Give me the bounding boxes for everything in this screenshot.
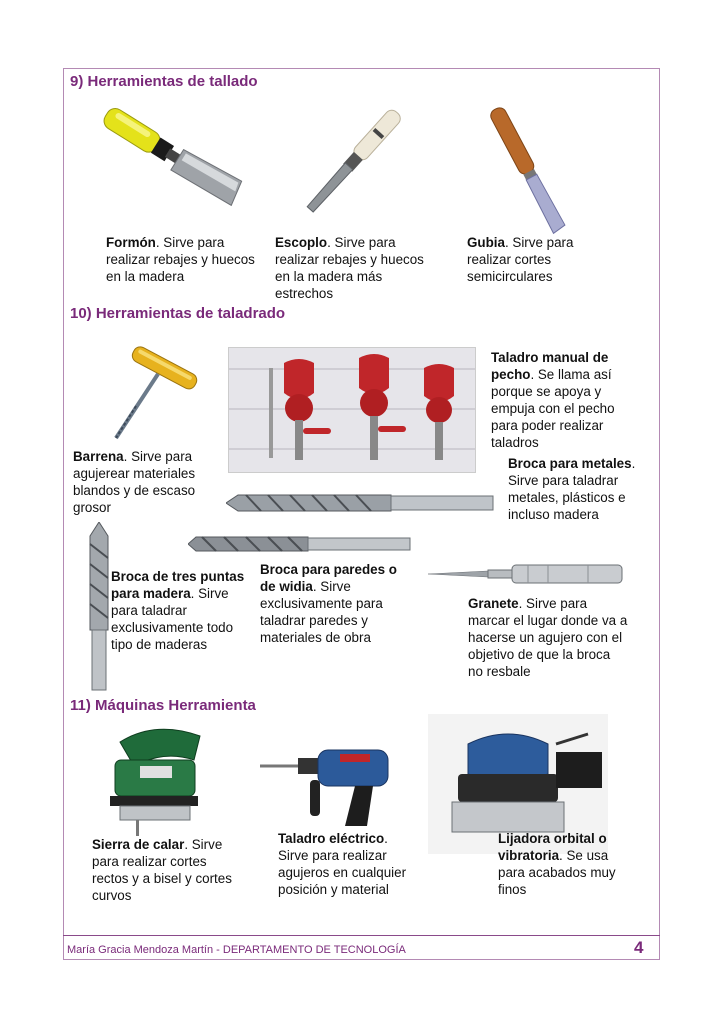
sierra-desc: . Sirve para realizar cortes rectos y a bisel y cortes curvos	[92, 837, 232, 903]
gubia-desc: . Sirve para realizar cortes semicirculares	[467, 235, 574, 284]
escoplo-caption	[275, 234, 425, 302]
escoplo-image	[290, 100, 430, 220]
section-title-maquinas: 11) Máquinas Herramienta	[70, 697, 256, 714]
section-title-tallado: 9) Herramientas de tallado	[70, 73, 258, 90]
taladro-pecho-name: Taladro manual de pecho	[491, 350, 609, 382]
gubia-name: Gubia	[467, 235, 505, 250]
lijadora-desc: . Se usa para acabados muy finos	[498, 848, 616, 897]
broca-metales-image	[226, 490, 496, 516]
broca-paredes-desc: . Sirve exclusivamente para taladrar paredes y materiales de obra	[260, 579, 383, 645]
broca-madera-name: Broca de tres puntas para madera	[111, 569, 245, 601]
escoplo-desc: . Sirve para realizar rebajes y huecos en la madera más estrechos	[275, 235, 424, 301]
broca-paredes-image	[188, 533, 414, 555]
gubia-image	[465, 100, 585, 235]
barrena-image	[88, 340, 208, 445]
taladro-electrico-desc: . Sirve para realizar agujeros en cualquier posición y material	[278, 831, 407, 897]
broca-metales-name: Broca para metales	[508, 456, 632, 471]
footer-author: María Gracia Mendoza Martín - DEPARTAMENTO DE TECNOLOGÍA	[67, 944, 406, 956]
taladro-pecho-image	[228, 347, 476, 473]
barrena-desc: . Sirve para agujerear materiales blandos y de escaso grosor	[73, 449, 196, 515]
broca-madera-caption	[111, 568, 246, 653]
taladro-electrico-image	[260, 730, 410, 835]
taladro-electrico-caption	[278, 830, 418, 898]
lijadora-name: Lijadora orbital o vibratoria	[498, 831, 607, 863]
barrena-caption	[73, 448, 223, 516]
granete-name: Granete	[468, 596, 519, 611]
page-number: 4	[634, 938, 644, 957]
formon-desc: . Sirve para realizar rebajes y huecos en la madera	[106, 235, 255, 284]
formon-image	[90, 100, 250, 220]
barrena-name: Barrena	[73, 449, 124, 464]
granete-desc: . Sirve para marcar el lugar donde va a hacerse un agujero con el objetivo de que la broca no resbale	[468, 596, 628, 679]
formon-caption	[106, 234, 261, 285]
taladro-electrico-name: Taladro eléctrico	[278, 831, 385, 846]
lijadora-caption	[498, 830, 638, 898]
escoplo-name: Escoplo	[275, 235, 328, 250]
broca-madera-image	[84, 522, 114, 692]
broca-paredes-name: Broca para paredes o de widia	[260, 562, 397, 594]
broca-metales-caption	[508, 455, 643, 523]
taladro-pecho-caption	[491, 349, 641, 451]
broca-madera-desc: . Sirve para taladrar exclusivamente todo tipo de maderas	[111, 586, 234, 652]
granete-caption	[468, 595, 628, 680]
gubia-caption	[467, 234, 597, 285]
sierra-caption	[92, 836, 242, 904]
section-title-taladrado: 10) Herramientas de taladrado	[70, 305, 286, 322]
granete-image	[428, 562, 626, 586]
footer-divider	[63, 935, 660, 936]
broca-metales-desc: . Sirve para taladrar metales, plásticos e incluso madera	[508, 456, 636, 522]
taladro-pecho-desc: . Se llama así porque se apoya y empuja con el pecho para poder realizar taladros	[491, 367, 615, 450]
broca-paredes-caption	[260, 561, 400, 646]
sierra-name: Sierra de calar	[92, 837, 185, 852]
formon-name: Formón	[106, 235, 156, 250]
sierra-calar-image	[100, 722, 210, 837]
